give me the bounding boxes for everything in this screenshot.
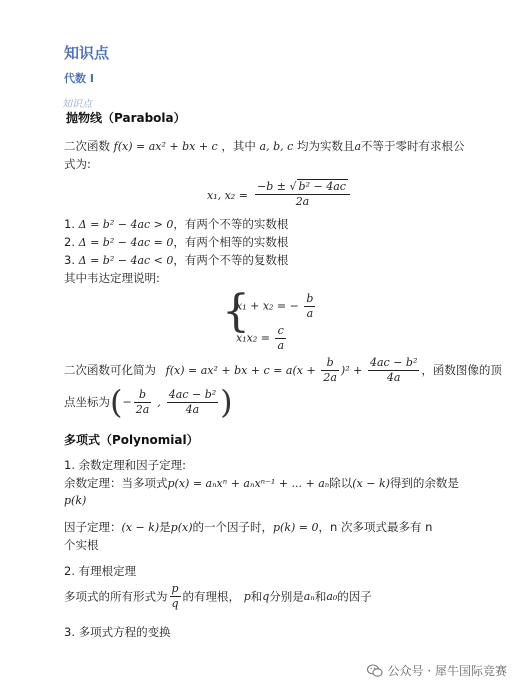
case-label: 1. [64, 217, 75, 231]
case-2 [64, 234, 288, 250]
parabola-heading: 抛物线（Parabola） [66, 111, 186, 125]
roots-numerator: −b ± [257, 180, 287, 193]
vertex-form-frac1: $\frac{b}{2a}$ [323, 356, 337, 384]
case-label: 2. [64, 235, 75, 249]
roots-denominator: 2a [295, 195, 310, 208]
vieta-product [236, 324, 288, 353]
watermark-text: 公众号 · 犀牛国际竞赛 [387, 664, 507, 678]
factor-theorem-cont: 个实根 [64, 538, 99, 552]
remainder-theorem: 余数定理：当多项式p(x) = aₙxⁿ + aₙxⁿ⁻¹ + ... + aₙ除以(x − k)得到的余数是 [64, 476, 459, 490]
parabola-intro-line2: 式为: [64, 157, 91, 171]
factor-theorem: 因子定理：(x − k)是p(x)的一个因子时，p(k) = 0，n 次多项式最多有 n [64, 520, 433, 534]
vertex-form-b: )² + [340, 364, 363, 377]
coefficient-a: a [354, 140, 362, 153]
poly-item-1-title: 1. 余数定理和因子定理: [64, 458, 187, 472]
polynomial-expr: p(x) = aₙxⁿ + aₙxⁿ⁻¹ + ... + aₙ [167, 477, 330, 490]
sqrt-symbol: √ [289, 180, 297, 193]
quadratic-formula [207, 180, 352, 209]
roots-fraction [255, 180, 350, 209]
case-condition: Δ = b² − 4ac = 0 [78, 236, 174, 249]
watermark [367, 662, 507, 679]
vieta-sum [236, 292, 317, 321]
case-text: ，有两个相等的实数根 [173, 235, 289, 249]
vieta-sum-fraction [304, 292, 315, 321]
vieta-brace: { [222, 286, 250, 337]
intro-text: ，其中 [221, 139, 256, 153]
vieta-product-denominator: a [277, 339, 285, 352]
vieta-product-fraction [275, 324, 286, 353]
vieta-sum-numerator: b [306, 292, 314, 305]
vieta-sum-denominator: a [306, 307, 314, 320]
polynomial-heading: 多项式（Polynomial） [64, 433, 199, 447]
vieta-product-numerator: c [275, 324, 286, 339]
vieta-product-lhs: x₁x₂ = [236, 331, 270, 345]
case-text: ，有两个不等的实数根 [173, 217, 289, 231]
vieta-intro: 其中韦达定理说明: [64, 271, 160, 285]
divisor: (x − k) [352, 477, 390, 490]
section-tag: 知识点 [62, 99, 92, 110]
vertex-form-a: f(x) = ax² + bx + c = a(x + [165, 364, 316, 377]
intro-text: 不等于零时有求根公 [361, 139, 465, 153]
rational-fraction: $\frac{p}{q}$ [171, 582, 179, 610]
discriminant: b² − 4ac [298, 180, 346, 193]
intro-text: 均为实数且 [296, 139, 355, 153]
vertex-form-frac2: $\frac{\text{4ac − b²}}{4a}$ [370, 356, 418, 384]
case-label: 3. [64, 253, 75, 267]
coefficients: a, b, c [259, 140, 294, 153]
quadratic-function: f(x) = ax² + bx + c [113, 140, 218, 153]
remainder-value: p(k) [64, 494, 87, 507]
vertex-line: 点坐标为(− $\frac{b}{2a}$ , $\frac{\text{4ac − b²}}{4a}$ ) [64, 383, 233, 421]
intro-text: 二次函数 [64, 139, 110, 153]
rational-root-theorem: 多项式的所有形式为 $\frac{p}{q}$ 的有理根， p和q分别是aₙ和a₀的因子 [64, 582, 372, 610]
case-3 [64, 252, 288, 268]
simplify-text: 二次函数可化简为 [64, 363, 156, 377]
poly-item-2-title: 2. 有理根定理 [64, 564, 137, 578]
vieta-sum-lhs: x₁ + x₂ = − [236, 299, 299, 313]
case-condition: Δ = b² − 4ac < 0 [78, 254, 174, 267]
parabola-intro-line1 [64, 138, 465, 154]
page-title: 知识点 [64, 44, 110, 62]
case-text: ，有两个不等的复数根 [173, 253, 289, 267]
section-subtitle: 代数 I [64, 72, 94, 85]
vertex-text: 点坐标为 [64, 395, 110, 409]
vertex-x: $\frac{b}{2a}$ [135, 387, 150, 416]
wechat-icon [367, 664, 383, 678]
vertex-y: $\frac{\text{4ac − b²}}{4a}$ [168, 387, 217, 416]
case-condition: Δ = b² − 4ac > 0 [78, 218, 174, 231]
case-1 [64, 216, 288, 232]
simplify-line [64, 356, 502, 385]
simplify-text: ，函数图像的顶 [421, 363, 502, 377]
poly-item-3-title: 3. 多项式方程的变换 [64, 625, 171, 639]
roots-lhs: x₁, x₂ = [207, 189, 248, 202]
